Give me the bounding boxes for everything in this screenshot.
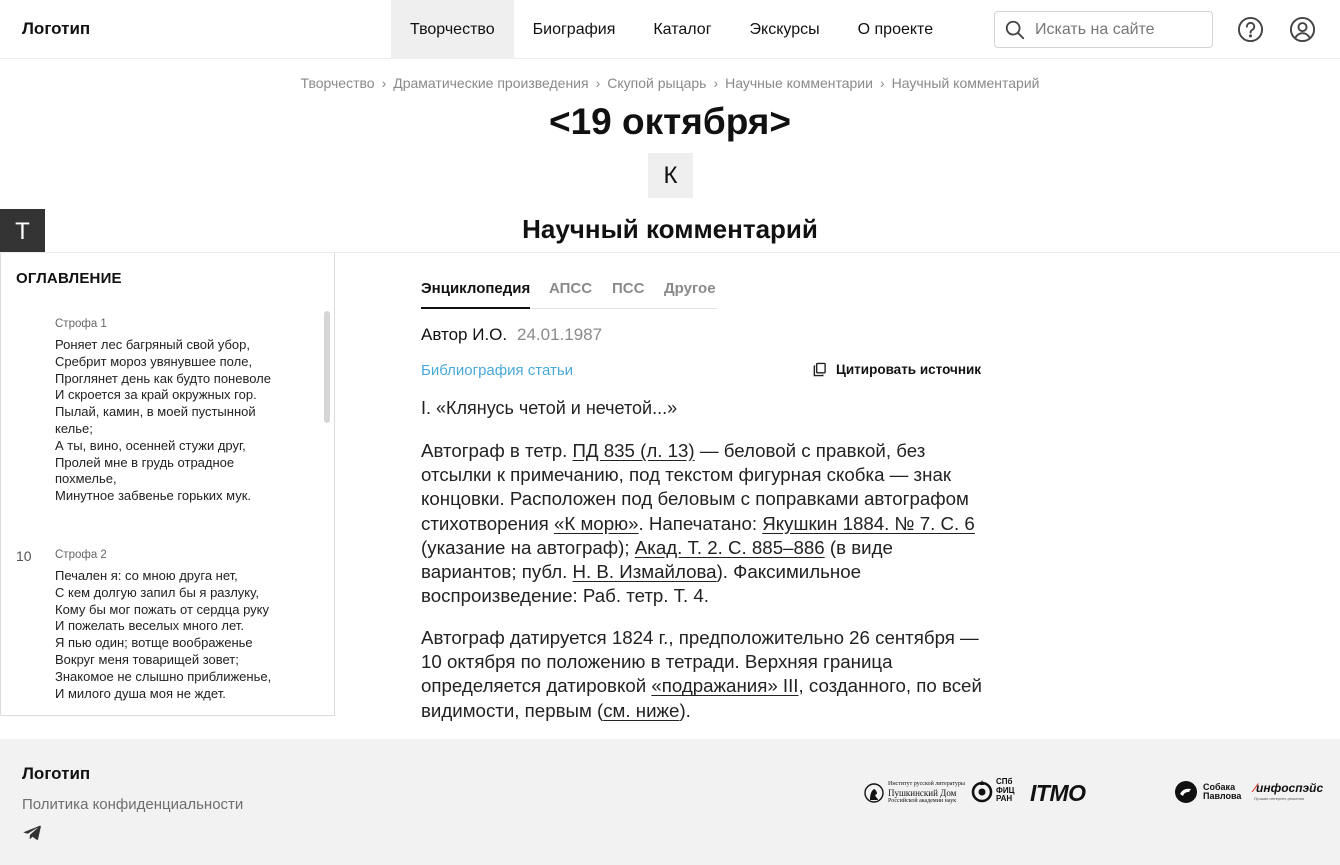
article-inline-link[interactable]: см. ниже [603, 699, 680, 721]
verse-line: Вокруг меня товарищей зовет; [55, 651, 239, 667]
copy-icon [812, 362, 827, 377]
site-logo[interactable]: Логотип [22, 19, 91, 38]
verse-line: Сребрит мороз увянувшее поле, [55, 353, 253, 369]
breadcrumb-item-current: Научный комментарий [891, 75, 1040, 91]
infospace-subtitle: Лучшие интернет-решения [1254, 796, 1305, 801]
article-text: , созданного, по всей видимости, первым ( [421, 675, 982, 721]
breadcrumb-item[interactable]: Скупой рыцарь [607, 75, 707, 91]
breadcrumb-item[interactable]: Научные комментарии [725, 75, 873, 91]
nav-item-tvorchestvo[interactable]: Творчество [391, 0, 514, 59]
cite-source-button[interactable] [812, 362, 981, 377]
article-text: (указание на автограф); [421, 536, 635, 558]
footer-logo[interactable]: Логотип [22, 764, 91, 783]
spb-line-3: РАН [996, 794, 1013, 804]
verse-line: похмелье, [55, 471, 117, 487]
pushkin-emblem-icon [864, 780, 884, 806]
article-inline-link[interactable]: ПД 835 (л. 13) [572, 440, 695, 461]
article-inline-link[interactable]: Акад. Т. 2. С. 885–886 [634, 536, 825, 558]
table-of-contents [0, 253, 335, 716]
text-toggle-button[interactable]: Т [0, 209, 45, 254]
article-text: Автограф датируется 1824 г., предположительно 26 сентября — 10 октября по положению в тетради. Верхняя граница определяется датировкой [421, 627, 979, 697]
article-tabs [421, 278, 718, 309]
site-footer [0, 739, 1340, 865]
sobaka-line-2: Павлова [1203, 791, 1242, 801]
page-title: <19 октября> [548, 101, 792, 142]
tab-entsiklopediya[interactable]: Энциклопедия [421, 280, 531, 297]
nav-item-katalog[interactable]: Каталог [653, 20, 712, 38]
bibliography-link[interactable]: Библиография статьи [421, 362, 574, 379]
active-tab-indicator [421, 307, 530, 309]
sobaka-line-1: Собака [1203, 781, 1236, 792]
verse-line: И милого душа моя не ждет. [55, 685, 226, 701]
verse-line: Печален я: со мною друга нет, [55, 568, 238, 583]
tab-pss[interactable]: ПСС [612, 280, 645, 297]
verse-line: Пролей мне в грудь отрадное [55, 454, 235, 470]
chevron-right-icon: › [595, 75, 601, 91]
section-title: Научный комментарий [522, 214, 818, 244]
verse-line: Минутное забвенье горьких мук. [55, 488, 252, 504]
chevron-right-icon: › [381, 75, 387, 91]
pushkin-line-1: Институт русской литературы [888, 781, 965, 787]
chevron-right-icon: › [713, 75, 719, 91]
search-box [994, 11, 1213, 48]
pushkin-line-3: Российской академии наук [888, 798, 957, 804]
nav-item-biografiya[interactable]: Биография [532, 20, 616, 38]
infospace-mark-icon: ⁄ [1254, 781, 1257, 795]
nav-item-o-proekte[interactable]: О проекте [857, 20, 934, 38]
stanza-lines [55, 337, 315, 505]
article-text: — беловой с правкой, без отсылки к примечанию, под текстом фигурная скобка — знак концовки. Расположен под беловым с поправками автографом стихотворения [421, 440, 969, 534]
user-icon[interactable] [1289, 16, 1316, 43]
article-inline-link[interactable]: «подражания» III [651, 675, 799, 697]
article-text: Автограф в тетр. [421, 440, 573, 461]
verse-line: И скроется за край окружных гор. [55, 387, 257, 403]
dog-icon [1174, 780, 1198, 804]
sobaka-pavlova-logo[interactable] [1174, 780, 1241, 804]
breadcrumb-item[interactable]: Творчество [300, 75, 375, 91]
tab-drugoe[interactable]: Другое [664, 280, 716, 297]
article-inline-link[interactable]: Н. В. Измайлова [572, 561, 717, 583]
verse-line: келье; [55, 420, 93, 436]
article-heading: I. «Клянусь четой и нечетой...» [421, 398, 678, 418]
article-paragraph [421, 439, 983, 608]
stanza-label: Строфа 1 [55, 318, 107, 330]
stanza-label: Строфа 2 [55, 549, 107, 561]
breadcrumb-item[interactable]: Драматические произведения [393, 75, 589, 91]
article-text: . Напечатано: [638, 512, 763, 534]
infospace-logo[interactable] [1254, 781, 1323, 801]
article-inline-link[interactable]: Якушкин 1884. № 7. С. 6 [762, 512, 975, 534]
spb-fic-ran-logo[interactable] [971, 778, 1014, 804]
article-author: Автор И.О. [421, 325, 508, 344]
verse-line: И пожелать веселых много лет. [55, 618, 244, 634]
nav-item-ekskursy[interactable]: Экскурсы [749, 20, 820, 38]
infospace-name: инфоспэйс [1256, 781, 1324, 795]
verse-line: С кем долгую запил бы я разлуку, [55, 584, 259, 600]
article-text: ). Факсимильное воспроизведение: Раб. тетр. Т. 4. [421, 561, 861, 607]
telegram-icon[interactable] [23, 825, 41, 841]
article-inline-link[interactable]: «К морю» [553, 512, 639, 534]
verse-line: Кому бы мог пожать от сердца руку [55, 601, 269, 617]
privacy-link[interactable]: Политика конфиденциальности [22, 796, 244, 813]
spb-line-2: ФИЦ [996, 785, 1015, 795]
verse-line: А ты, вино, осенней стужи друг, [55, 437, 246, 453]
pushkin-house-logo[interactable] [864, 780, 965, 806]
pushkin-line-2: Пушкинский Дом [888, 788, 957, 798]
main-nav [391, 0, 952, 59]
toc-heading: ОГЛАВЛЕНИЕ [16, 270, 122, 287]
spb-emblem-icon [971, 778, 993, 804]
stanza-lines [55, 568, 315, 702]
verse-line: Проглянет день как будто поневоле [55, 370, 271, 386]
toc-scrollbar[interactable] [324, 311, 330, 423]
tab-apss[interactable]: АПСС [549, 280, 593, 297]
article-date: 24.01.1987 [517, 325, 603, 344]
chevron-right-icon: › [879, 75, 885, 91]
cite-source-label: Цитировать источник [836, 362, 982, 377]
site-header [0, 0, 1340, 59]
verse-line: Я пью один; вотще воображенье [55, 635, 253, 651]
search-icon[interactable] [1004, 19, 1026, 41]
line-number: 10 [16, 548, 32, 564]
article-text: ). [679, 699, 691, 721]
verse-line: Знакомое не слышно приближенье, [55, 668, 272, 684]
spb-line-1: СПб [996, 777, 1013, 787]
article-text: (в виде вариантов; публ. [421, 536, 893, 583]
verse-line: Пылай, камин, в моей пустынной [55, 404, 256, 420]
article-paragraph [421, 626, 983, 723]
breadcrumb [0, 75, 1340, 91]
itmo-logo[interactable]: ITMO [1030, 780, 1086, 806]
search-input[interactable] [1035, 21, 1205, 39]
verse-line: Роняет лес багряный свой убор, [55, 337, 251, 352]
commentary-toggle-button[interactable]: К [648, 153, 693, 198]
help-icon[interactable] [1237, 16, 1264, 43]
